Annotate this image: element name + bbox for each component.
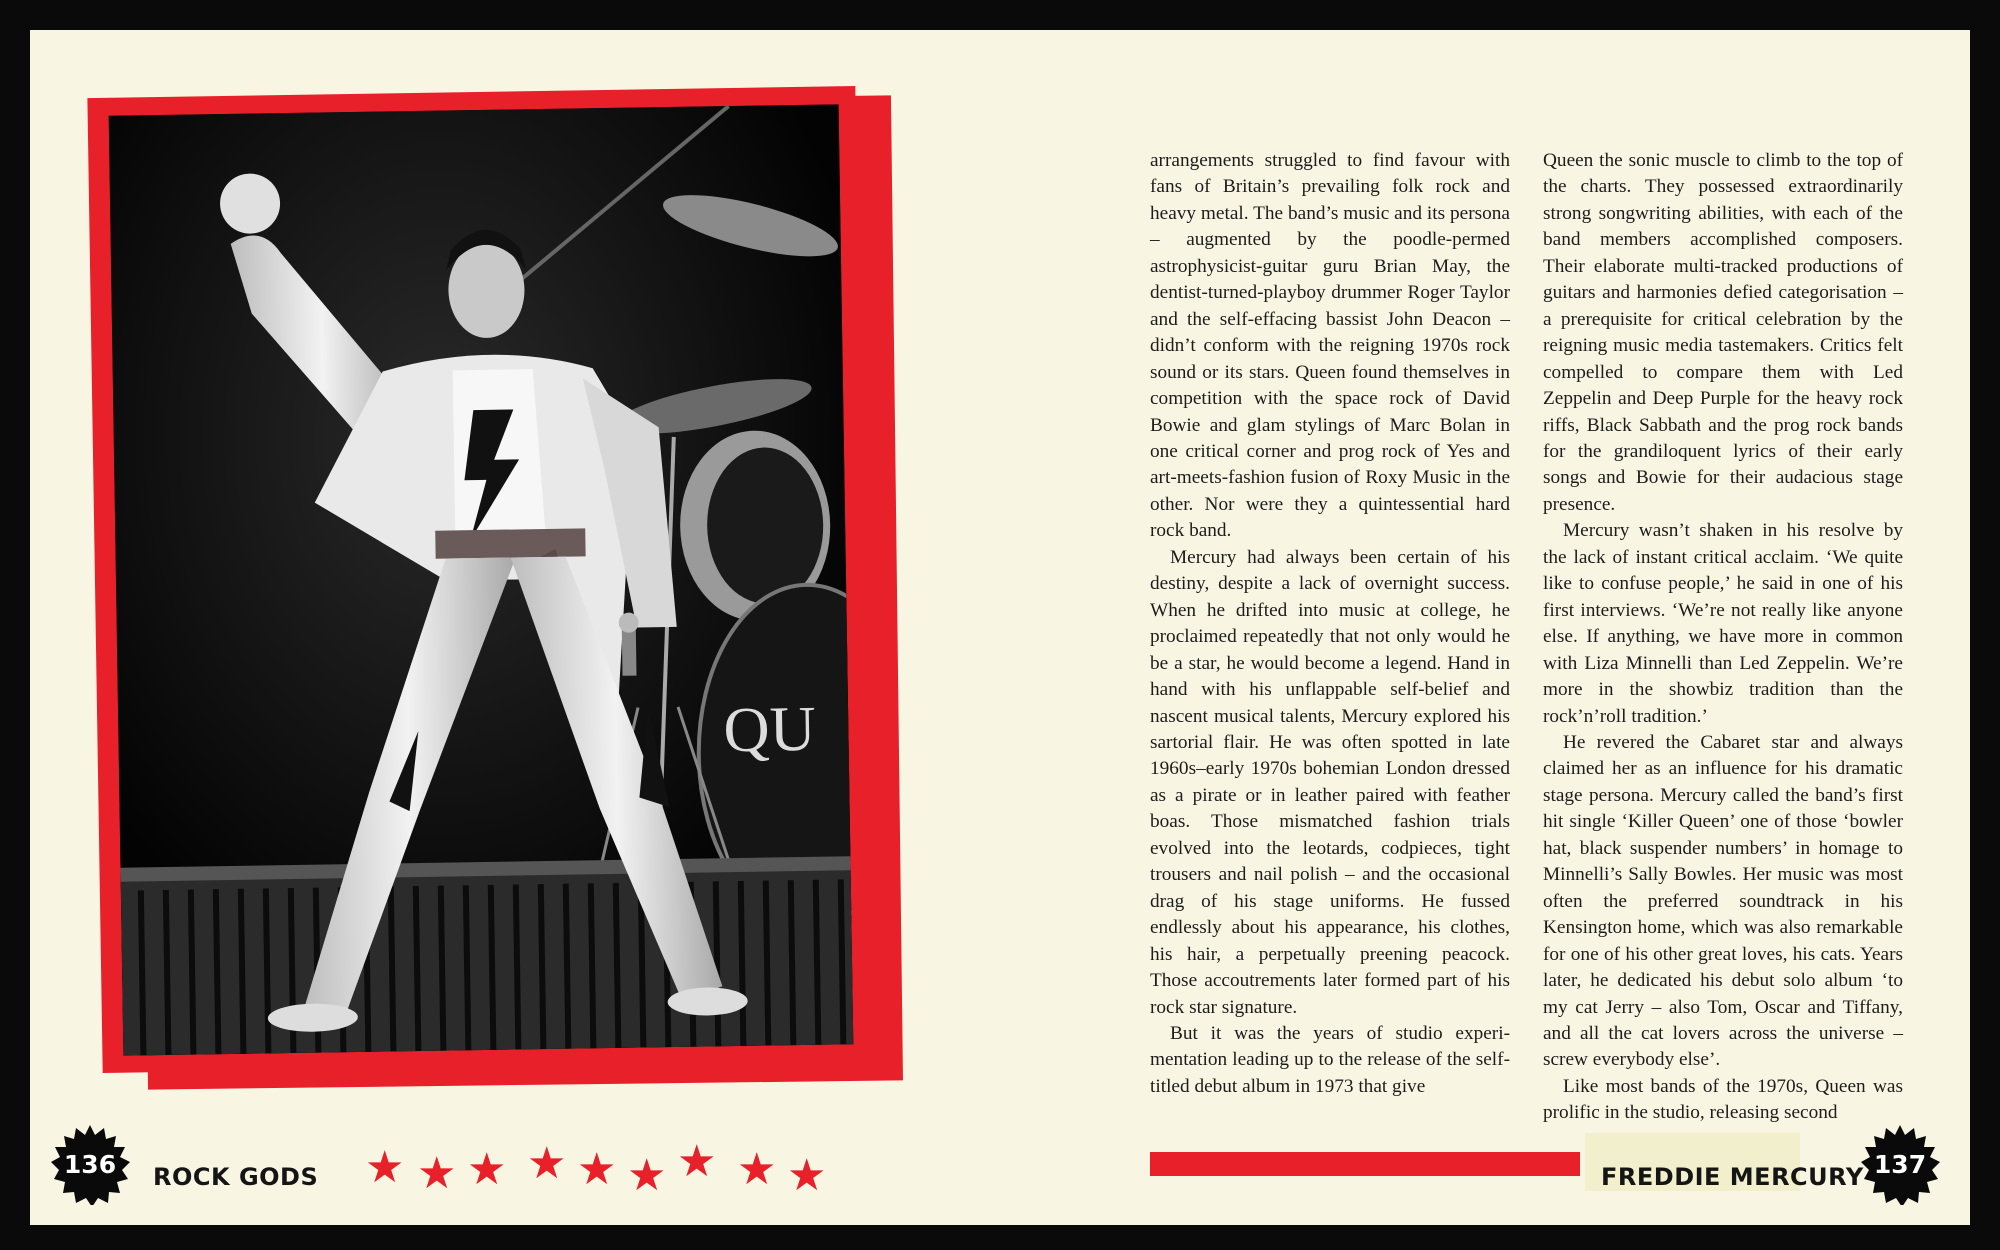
text-column-left	[1150, 148, 1510, 1100]
singer-illustration	[109, 104, 854, 1055]
book-spread	[30, 30, 1970, 1225]
paragraph: Mercury had always been certain of his destiny, despite a lack of overnight success. When he drifted into music at college, he proclaimed repeatedly that not only would he be a star, he would become a legend. Hand in hand with his unflappable self-belief and nascent musical talents, Mercury explored his sartorial flair. He was often spotted in late 1960s–early 1970s bohemian London dressed as a pirate or in leather paired with feather boas. Those mismatched fashion trials evolved into the leotards, codpieces, tight trousers and nail polish – and the occasional drag of his stage uniforms. He fussed endlessly about his appearance, his clothes, his hair, a perpetually preening peacock. Those accoutrements later formed part of his rock star signature.	[1150, 546, 1510, 1018]
star-icon: ★	[365, 1142, 405, 1193]
paragraph: Like most bands of the 1970s, Queen was prolific in the studio, releasing second	[1543, 1075, 1903, 1124]
text-column-right	[1543, 148, 1903, 1127]
drum-logo: QU	[722, 692, 817, 766]
chapter-title: FREDDIE MERCURY	[1601, 1163, 1864, 1191]
page-number-left: 136	[63, 1150, 117, 1179]
paragraph: But it was the years of studio experi-mentation leading up to the release of the self-titled debut album in 1973 that give	[1150, 1022, 1510, 1097]
star-icon: ★	[417, 1148, 457, 1199]
paragraph: He revered the Cabaret star and always claimed her as an influence for his dramatic stage persona. Mercury called the band’s first hit single ‘Killer Queen’ one of those ‘bowler hat, black suspender numbers’ in homage to Minnelli’s Sally Bowles. Her music was most often the preferred soundtrack in his Kensington home, which was also remarkable for one of his other great loves, his cats. Years later, he dedicated his debut solo album ‘to my cat Jerry – also Tom, Oscar and Tiffany, and all the cat lovers across the universe – screw everybody else’.	[1543, 731, 1903, 1071]
concert-photo	[109, 104, 854, 1055]
page-number-badge-left	[50, 1125, 130, 1205]
star-icon: ★	[577, 1144, 617, 1195]
star-decoration	[365, 1136, 885, 1201]
star-icon: ★	[677, 1136, 717, 1187]
paragraph: Mercury wasn’t shaken in his resolve by the lack of instant critical acclaim. ‘We quite like to confuse people,’ he said in one of his first interviews. ‘We’re not really like anyone else. If anything, we have more in common with Liza Minnelli than Led Zeppelin. We’re more in the showbiz tradition than the rock’n’roll tradition.’	[1543, 520, 1903, 727]
section-title: ROCK GODS	[153, 1163, 319, 1191]
page-number-badge-right	[1860, 1125, 1940, 1205]
star-icon: ★	[467, 1144, 507, 1195]
paragraph: arrangements struggled to find favour with fans of Britain’s prevailing folk rock and heavy metal. The band’s music and its persona – augmented by the poodle-permed astrophysicist-guitar guru Brian May, the dentist-turned-playboy drummer Roger Taylor and the self-effacing bassist John Deacon – didn’t conform with the reigning 1970s rock sound or its stars. Queen found themselves in competition with the space rock of David Bowie and glam stylings of Marc Bolan in one critical corner and prog rock of Yes and art-meets-fashion fusion of Roxy Music in the other. Nor were they a quintessential hard rock band.	[1150, 150, 1510, 542]
chapter-bar	[1150, 1152, 1580, 1176]
star-icon: ★	[527, 1138, 567, 1189]
star-icon: ★	[627, 1150, 667, 1201]
star-icon: ★	[737, 1144, 777, 1195]
paragraph: Queen the sonic muscle to climb to the top of the charts. They possessed extraordinarily strong songwriting abilities, with each of the band members accomplished composers. Their elaborate multi-tracked productions of guitars and harmonies defied categorisation – a prerequisite for critical celebration by the reigning music media tastemakers. Critics felt compelled to compare them with Led Zeppelin and Deep Purple for the heavy rock riffs, Black Sabbath and the prog rock bands for the grandiloquent lyrics of their early songs and Bowie for their audacious stage presence.	[1543, 150, 1903, 515]
star-icon: ★	[787, 1150, 827, 1201]
page-number-right: 137	[1873, 1150, 1927, 1179]
